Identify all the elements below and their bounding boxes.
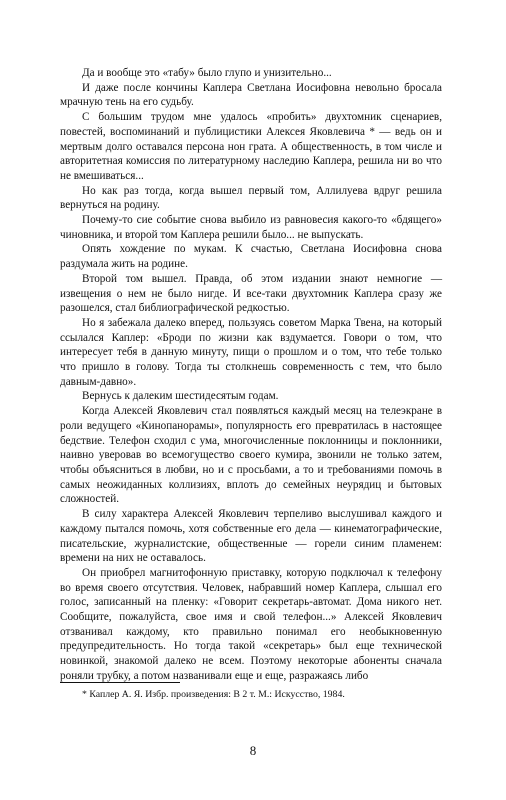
paragraph: Вернусь к далеким шестидесятым годам.: [82, 390, 279, 403]
paragraph: Но как раз тогда, когда вышел первый том, Аллилуева вдруг решила вернуться на родину.: [60, 184, 442, 212]
body-text: [60, 66, 442, 684]
page-number: 8: [249, 743, 257, 758]
paragraph: Почему-то сие событие снова выбило из равновесия какого-то «бдящего» чиновника, и второй том Каплера решили было... не выпускать.: [60, 214, 442, 241]
footnote: [60, 688, 442, 701]
paragraph: И даже после кончины Каплера Светлана Иосифовна невольно бросала мрачную тень на его судьбу.: [60, 81, 442, 109]
paragraph: Он приобрел магнитофонную приставку, которую подключал к телефону во время своего отсутствия. Человек, набравший номер Каплера, слышал его голос, записанный на пленку: «Говорит секретарь-автомат. Дома никого нет. Сообщите, пожалуйста, свое имя и свой телефон...» Алексей Яковлевич отзванивал каждому, кто правильно понимал его необыкновенную предупредительность. Но тогда такой «секретарь» был еще технической новинкой, знакомой далеко не всем. Поэтому некоторые абоненты сначала роняли трубку, а потом названивали еще и еще, разражаясь либо: [60, 566, 442, 682]
paragraph: Опять хождение по мукам. К счастью, Светлана Иосифовна снова раздумала жить на родине.: [60, 243, 442, 271]
paragraph: В силу характера Алексей Яковлевич терпеливо выслушивал каждого и каждому пытался помочь, хотя собственные его дела — кинематографические, писательские, журналистские, общественные — горели синим пламенем: времени на них не оставалось.: [60, 508, 442, 565]
paragraph: Когда Алексей Яковлевич стал появляться каждый месяц на телеэкране в роли ведущего «Кинопанорамы», популярность его превратилась в настоящее бедствие. Телефон сходил с ума, многочисленные поклонницы и поклонники, наивно уверовав во всемогущество своего кумира, звонили не только затем, чтобы объясниться в любви, но и с просьбами, а то и требованиями помочь в самых неожиданных коллизиях, вплоть до семейных неурядиц и бытовых сложностей.: [60, 405, 442, 506]
paragraph: Но я забежала далеко вперед, пользуясь советом Марка Твена, на который ссылался Каплер: «Броди по жизни как вздумается. Говори о том, что интересует тебя в данную минуту, пищи о прошлом и о том, что тебе только что пришло в голову. Тогда ты столкнешь современность с тем, что было давным-давно».: [60, 316, 442, 388]
footnote-text: * Каплер А. Я. Избр. произведения: В 2 т. М.: Искусство, 1984.: [82, 689, 345, 700]
paragraph: С большим трудом мне удалось «пробить» двухтомник сценариев, повестей, воспоминаний и публицистики Алексея Яковлевича * — ведь он и мертвым долго оставался персона нон грата. А общественность, в том числе и авторитетная комиссия по литературному наследию Каплера, решила ни во что не вмешиваться...: [60, 111, 442, 182]
paragraph: Второй том вышел. Правда, об этом издании знают немногие — извещения о нем не было нигде. И все-таки двухтомник Каплера сразу же разошелся, стал библиографической редкостью.: [60, 272, 442, 315]
paragraph: Да и вообще это «табу» было глупо и унизительно...: [82, 67, 332, 79]
footnote-divider: [60, 682, 180, 683]
